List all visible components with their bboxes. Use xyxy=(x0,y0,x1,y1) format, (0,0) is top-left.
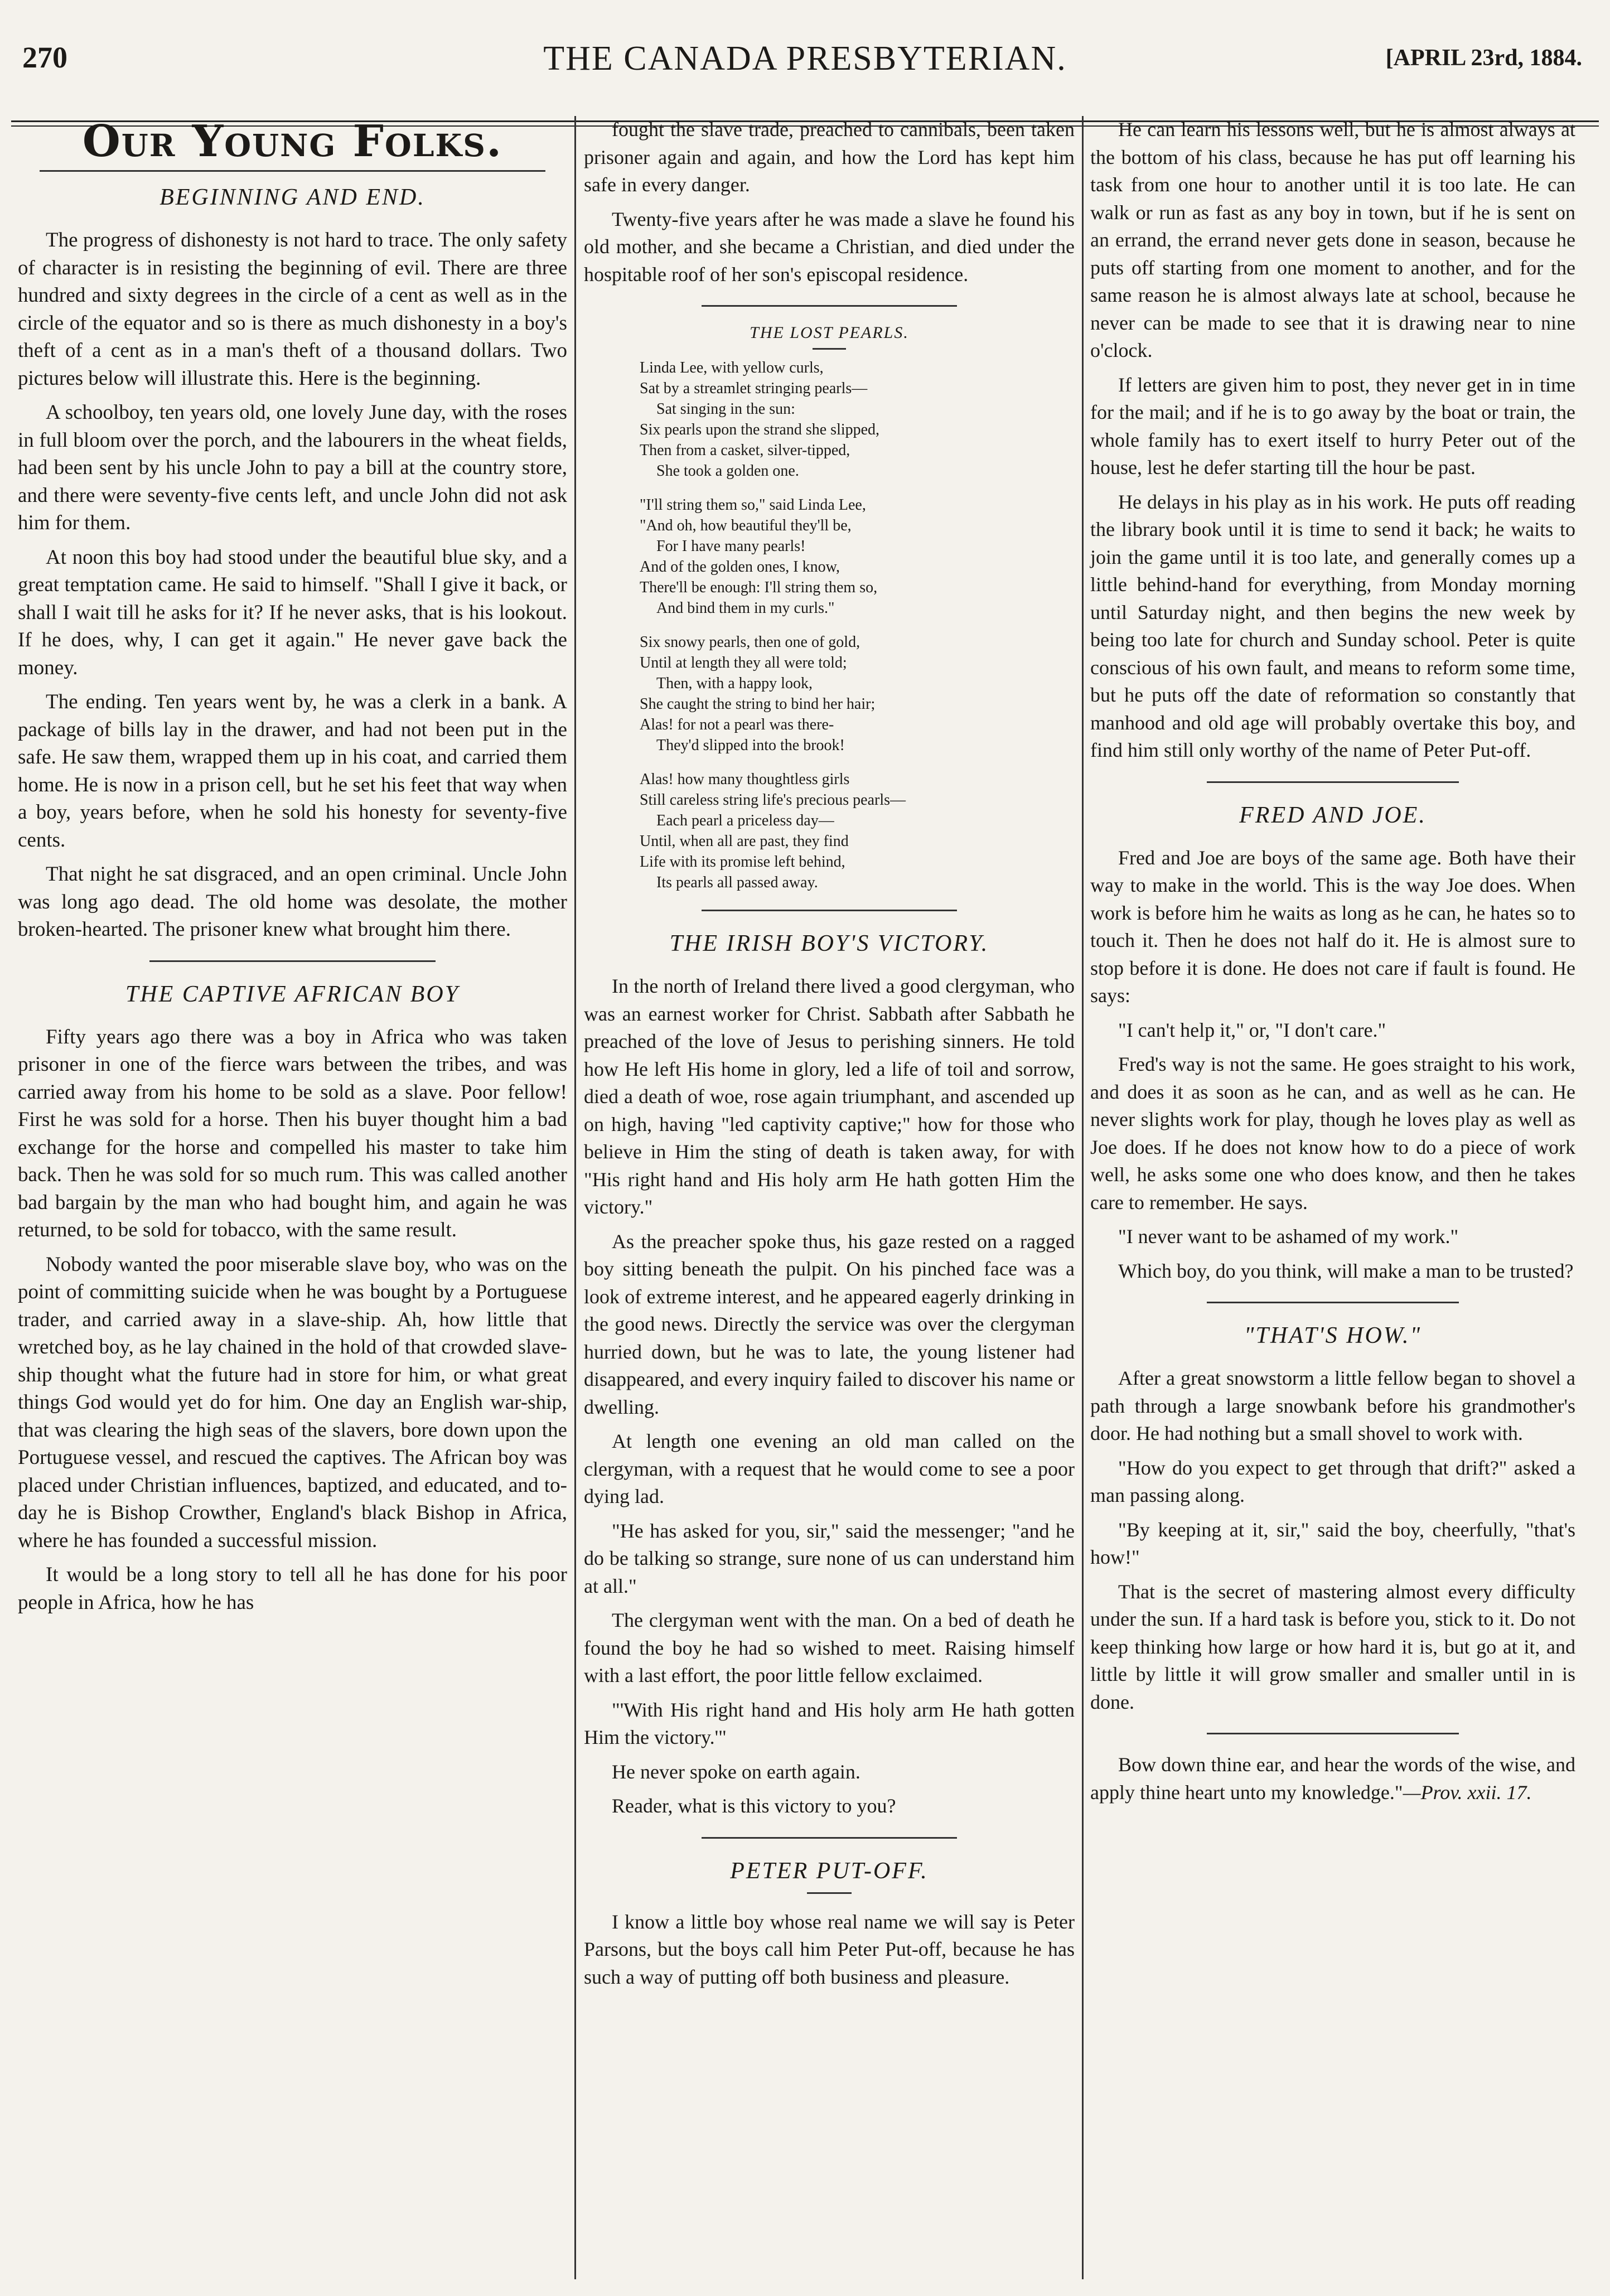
title-rule xyxy=(807,1892,852,1894)
poem-line: Until, when all are past, they find xyxy=(640,833,849,850)
poem-line: Alas! how many thoughtless girls xyxy=(640,771,850,788)
paragraph: A schoolboy, ten years old, one lovely June day, with the roses in full bloom over the porch, and the labourers in the wheat fields, had been sent by his uncle John to pay a bill at the country store, and there were seventy-five cents left, and uncle John did not ask him for them. xyxy=(18,401,567,534)
paragraph: "He has asked for you, sir," said the messenger; "and he do be talking so strange, sure none of us can understand him at all." xyxy=(584,1519,1075,1597)
poem-line: They'd slipped into the brook! xyxy=(656,737,845,754)
article-body xyxy=(1090,116,1575,765)
paragraph: In the north of Ireland there lived a good clergyman, who was an earnest worker for Christ. Sabbath after Sabbath he preached of the love of Jesus to perishing sinners. He told how He left His home in glory, led a life of toil and sorrow, died a death of woe, rose again triumphant, and ascended up on high, having "led captivity captive;" how for those who believe in Him the sting of death is taken away, for with "His right hand and His holy arm He hath gotten Him the victory." xyxy=(584,975,1075,1218)
paragraph: Which boy, do you think, will make a man to be trusted? xyxy=(1118,1259,1574,1282)
poem-line: Alas! for not a pearl was there- xyxy=(640,716,834,733)
article-title: FRED AND JOE. xyxy=(1239,802,1427,828)
poem-line: She caught the string to bind her hair; xyxy=(640,695,876,713)
poem-line: Sat by a streamlet stringing pearls— xyxy=(640,380,868,397)
article-body xyxy=(584,1908,1075,1992)
poem-line: Then from a casket, silver-tipped, xyxy=(640,442,850,459)
paragraph: Fred and Joe are boys of the same age. Both have their way to make in the world. This is the way Joe does. When work is before him he waits as long as he can, he hates so to touch it. Then he does not half do it. He is almost sure to stop before it is done. He does not care if fault is found. He says: xyxy=(1090,846,1575,1007)
running-header xyxy=(11,36,1599,91)
article-body xyxy=(18,226,567,944)
article-separator xyxy=(1207,781,1459,783)
poem-line: And bind them in my curls." xyxy=(656,600,835,617)
paragraph: After a great snowstorm a little fellow began to shovel a path through a large snowbank before his grandmother's door. He had nothing but a small shovel to work with. xyxy=(1090,1367,1575,1444)
poem-line: Its pearls all passed away. xyxy=(656,874,818,891)
poem-line: Six snowy pearls, then one of gold, xyxy=(640,634,860,651)
poem-line: Life with its promise left behind, xyxy=(640,853,845,871)
column-divider xyxy=(574,116,576,2279)
poem-stanza xyxy=(640,357,1075,481)
article-body xyxy=(1090,844,1575,1285)
article-body xyxy=(18,1023,567,1617)
verse-text: Bow down thine ear, and hear the words of the wise, and apply thine heart unto my knowledge." xyxy=(1090,1753,1575,1804)
poem-rule xyxy=(813,348,846,350)
poem-line: Sat singing in the sun: xyxy=(656,400,795,418)
poem-line: She took a golden one. xyxy=(656,462,799,480)
article-separator xyxy=(702,1837,957,1839)
poem-line: There'll be enough: I'll string them so, xyxy=(640,579,878,596)
paragraph: Fred's way is not the same. He goes straight to his work, and does it as soon as he can, and as well as he can. He never slights work for play, though he loves play as well as Joe does. If he does not know how to do a piece of work well, he asks some one who does know, and then he takes care to remember. He says. xyxy=(1090,1053,1575,1214)
poem-line: And of the golden ones, I know, xyxy=(640,558,840,576)
paragraph: Nobody wanted the poor miserable slave boy, who was on the point of committing suicide when he was bought by a Portuguese trader, and carried away in a slave-ship. Ah, how little that wretched boy, as he lay chained in the hold of that crowded slave-ship thought what the future had in store for him, or what great things God would yet do for him. One day an English war-ship, that was clearing the high seas of the slavers, bore down upon the Portuguese vessel, and rescued the captives. The African boy was placed under Christian influences, baptized, and educated, and to-day he is Bishop Crowther, England's black Bishop in Africa, where he has founded a successful mission. xyxy=(18,1253,567,1552)
paragraph: "'With His right hand and His holy arm He hath gotten Him the victory.'" xyxy=(584,1698,1075,1748)
department-title: Our Young Folks. xyxy=(82,116,503,167)
paragraph: Twenty-five years after he was made a slave he found his old mother, and she became a Christian, and died under the hospitable roof of her son's episcopal residence. xyxy=(584,207,1075,286)
article-title: BEGINNING AND END. xyxy=(159,185,426,210)
poem-line: Until at length they all were told; xyxy=(640,654,847,671)
poem-line: Each pearl a priceless day— xyxy=(656,812,834,829)
paragraph: Reader, what is this victory to you? xyxy=(612,1795,896,1817)
poem-line: "And oh, how beautiful they'll be, xyxy=(640,517,852,534)
paragraph: The progress of dishonesty is not hard to trace. The only safety of character is in resisting the beginning of evil. There are three hundred and sixty degrees in the circle of a cent as well as in the circle of the equator and so is there as much dishonesty in a boy's theft of a cent as in a man's theft of a thousand dollars. Two pictures below will illustrate this. Here is the beginning. xyxy=(18,229,567,390)
article-title: THE CAPTIVE AFRICAN BOY xyxy=(125,981,460,1007)
column-divider xyxy=(1082,116,1084,2279)
page-number: 270 xyxy=(22,41,67,74)
poem xyxy=(640,357,1075,893)
article-separator xyxy=(702,910,957,911)
paragraph: The ending. Ten years went by, he was a clerk in a bank. A package of bills lay in the drawer, and had not been put in the safe. He saw them, wrapped them up in his coat, and carried them home. He is now in a prison cell, but he set his feet that way when a boy, years before, when he sold his honesty for seventy-five cents. xyxy=(18,690,567,852)
poem-line: For I have many pearls! xyxy=(656,538,806,555)
article-body xyxy=(1090,1365,1575,1716)
scripture-verse xyxy=(1090,1751,1575,1806)
article-body xyxy=(584,116,1075,288)
paragraph: The clergyman went with the man. On a bed of death he found the boy he had so wished to meet. Raising himself with a last effort, the poor little fellow exclaimed. xyxy=(584,1609,1075,1686)
poem-stanza xyxy=(640,632,1075,756)
paragraph: Fifty years ago there was a boy in Africa who was taken prisoner in one of the fierce wars between the tribes, and was carried away from his home to be sold as a slave. Poor fellow! First he was sold for a horse. Then his buyer thought him a bad exchange for the horse and compelled his master to take him back. Then he was sold for so much rum. This was called another bad bargain by the man who had bought him, and again he was returned, to be sold for tobacco, with the same result. xyxy=(18,1025,567,1241)
paragraph: fought the slave trade, preached to cannibals, been taken prisoner again and again, and how the Lord has kept him safe in every danger. xyxy=(584,118,1075,196)
paragraph: It would be a long story to tell all he has done for his poor people in Africa, how he has xyxy=(18,1563,567,1614)
paragraph: He never spoke on earth again. xyxy=(612,1760,860,1783)
verse-reference: —Prov. xxii. 17. xyxy=(1403,1781,1532,1804)
paragraph: "I can't help it," or, "I don't care." xyxy=(1118,1018,1386,1041)
paragraph: "By keeping at it, sir," said the boy, cheerfully, "that's how!" xyxy=(1090,1518,1575,1568)
column-2 xyxy=(584,116,1075,2279)
paragraph: "I never want to be ashamed of my work." xyxy=(1118,1225,1459,1248)
poem-line: Linda Lee, with yellow curls, xyxy=(640,359,824,376)
paragraph: At noon this boy had stood under the beautiful blue sky, and a great temptation came. He said to himself. "Shall I give it back, or shall I wait till he asks for it? If he never asks, that is his lookout. If he does, why, I can get it again." He never gave back the money. xyxy=(18,545,567,679)
article-separator xyxy=(702,305,957,307)
paragraph: He can learn his lessons well, but he is almost always at the bottom of his class, because he has put off learning his task from one hour to another until it is too late. He can walk or run as fast as any boy in town, but if he is sent on an errand, the errand never gets done in season, because he puts off starting from one moment to another, and for the same reason he is almost always late at school, because he never can be made to see that it is drawing near to nine o'clock. xyxy=(1090,118,1575,361)
article-separator xyxy=(1207,1733,1459,1734)
masthead: THE CANADA PRESBYTERIAN. xyxy=(543,40,1067,78)
column-3 xyxy=(1090,116,1575,2279)
poem-line: "I'll string them so," said Linda Lee, xyxy=(640,496,866,514)
paragraph: That night he sat disgraced, and an open criminal. Uncle John was long ago dead. The old home was desolate, the mother broken-hearted. The prisoner knew what brought him there. xyxy=(18,863,567,941)
paragraph: At length one evening an old man called on the clergyman, with a request that he would come to see a poor dying lad. xyxy=(584,1430,1075,1507)
column-1 xyxy=(18,116,567,2279)
paragraph: As the preacher spoke thus, his gaze rested on a ragged boy sitting beneath the pulpit. On his pinched face was a look of extreme interest, and he appeared eagerly drinking in the good news. Directly the service was over the clergyman hurried down, but he was to late, the young listener had disappeared, and every inquiry failed to discover his name or dwelling. xyxy=(584,1230,1075,1418)
article-separator xyxy=(149,960,435,962)
paragraph: That is the secret of mastering almost every difficulty under the sun. If a hard task is before you, stick to it. Do not keep thinking how large or how hard it is, but go at it, and little by little it will grow smaller and smaller until in is done. xyxy=(1090,1580,1575,1713)
article-body xyxy=(584,973,1075,1820)
article-title: "THAT'S HOW." xyxy=(1244,1323,1422,1348)
article-title: PETER PUT-OFF. xyxy=(730,1858,929,1884)
paragraph: He delays in his play as in his work. He puts off reading the library book until it is time to send it back; he waits to join the game until it is too late, and generally comes up a little behind-hand for everything, from Monday morning until Saturday night, and then begins the new week by being too late for church and Sunday school. Peter is quite conscious of his own fault, and means to reform some time, but he puts off the date of reformation so constantly that manhood and old age will probably overtake this boy, and find him still only worthy of the name of Peter Put-off. xyxy=(1090,490,1575,761)
poem-line: Six pearls upon the strand she slipped, xyxy=(640,421,880,438)
issue-date: [APRIL 23rd, 1884. xyxy=(1385,45,1582,71)
poem-stanza xyxy=(640,495,1075,618)
department-rule xyxy=(40,170,545,172)
poem-title: THE LOST PEARLS. xyxy=(750,323,909,342)
poem-line: Then, with a happy look, xyxy=(656,675,813,692)
paragraph: I know a little boy whose real name we will say is Peter Parsons, but the boys call him Peter Put-off, because he has such a way of putting off both business and pleasure. xyxy=(584,1910,1075,1988)
paragraph: If letters are given him to post, they never get in in time for the mail; and if he is to go away by the boat or train, the whole family has to exert itself to hurry Peter out of the house, lest he defer starting till the hour be past. xyxy=(1090,373,1575,478)
article-title: THE IRISH BOY'S VICTORY. xyxy=(669,931,989,956)
poem-stanza xyxy=(640,769,1075,893)
poem-line: Still careless string life's precious pearls— xyxy=(640,791,906,809)
paragraph: "How do you expect to get through that drift?" asked a man passing along. xyxy=(1090,1456,1575,1506)
article-separator xyxy=(1207,1302,1459,1303)
